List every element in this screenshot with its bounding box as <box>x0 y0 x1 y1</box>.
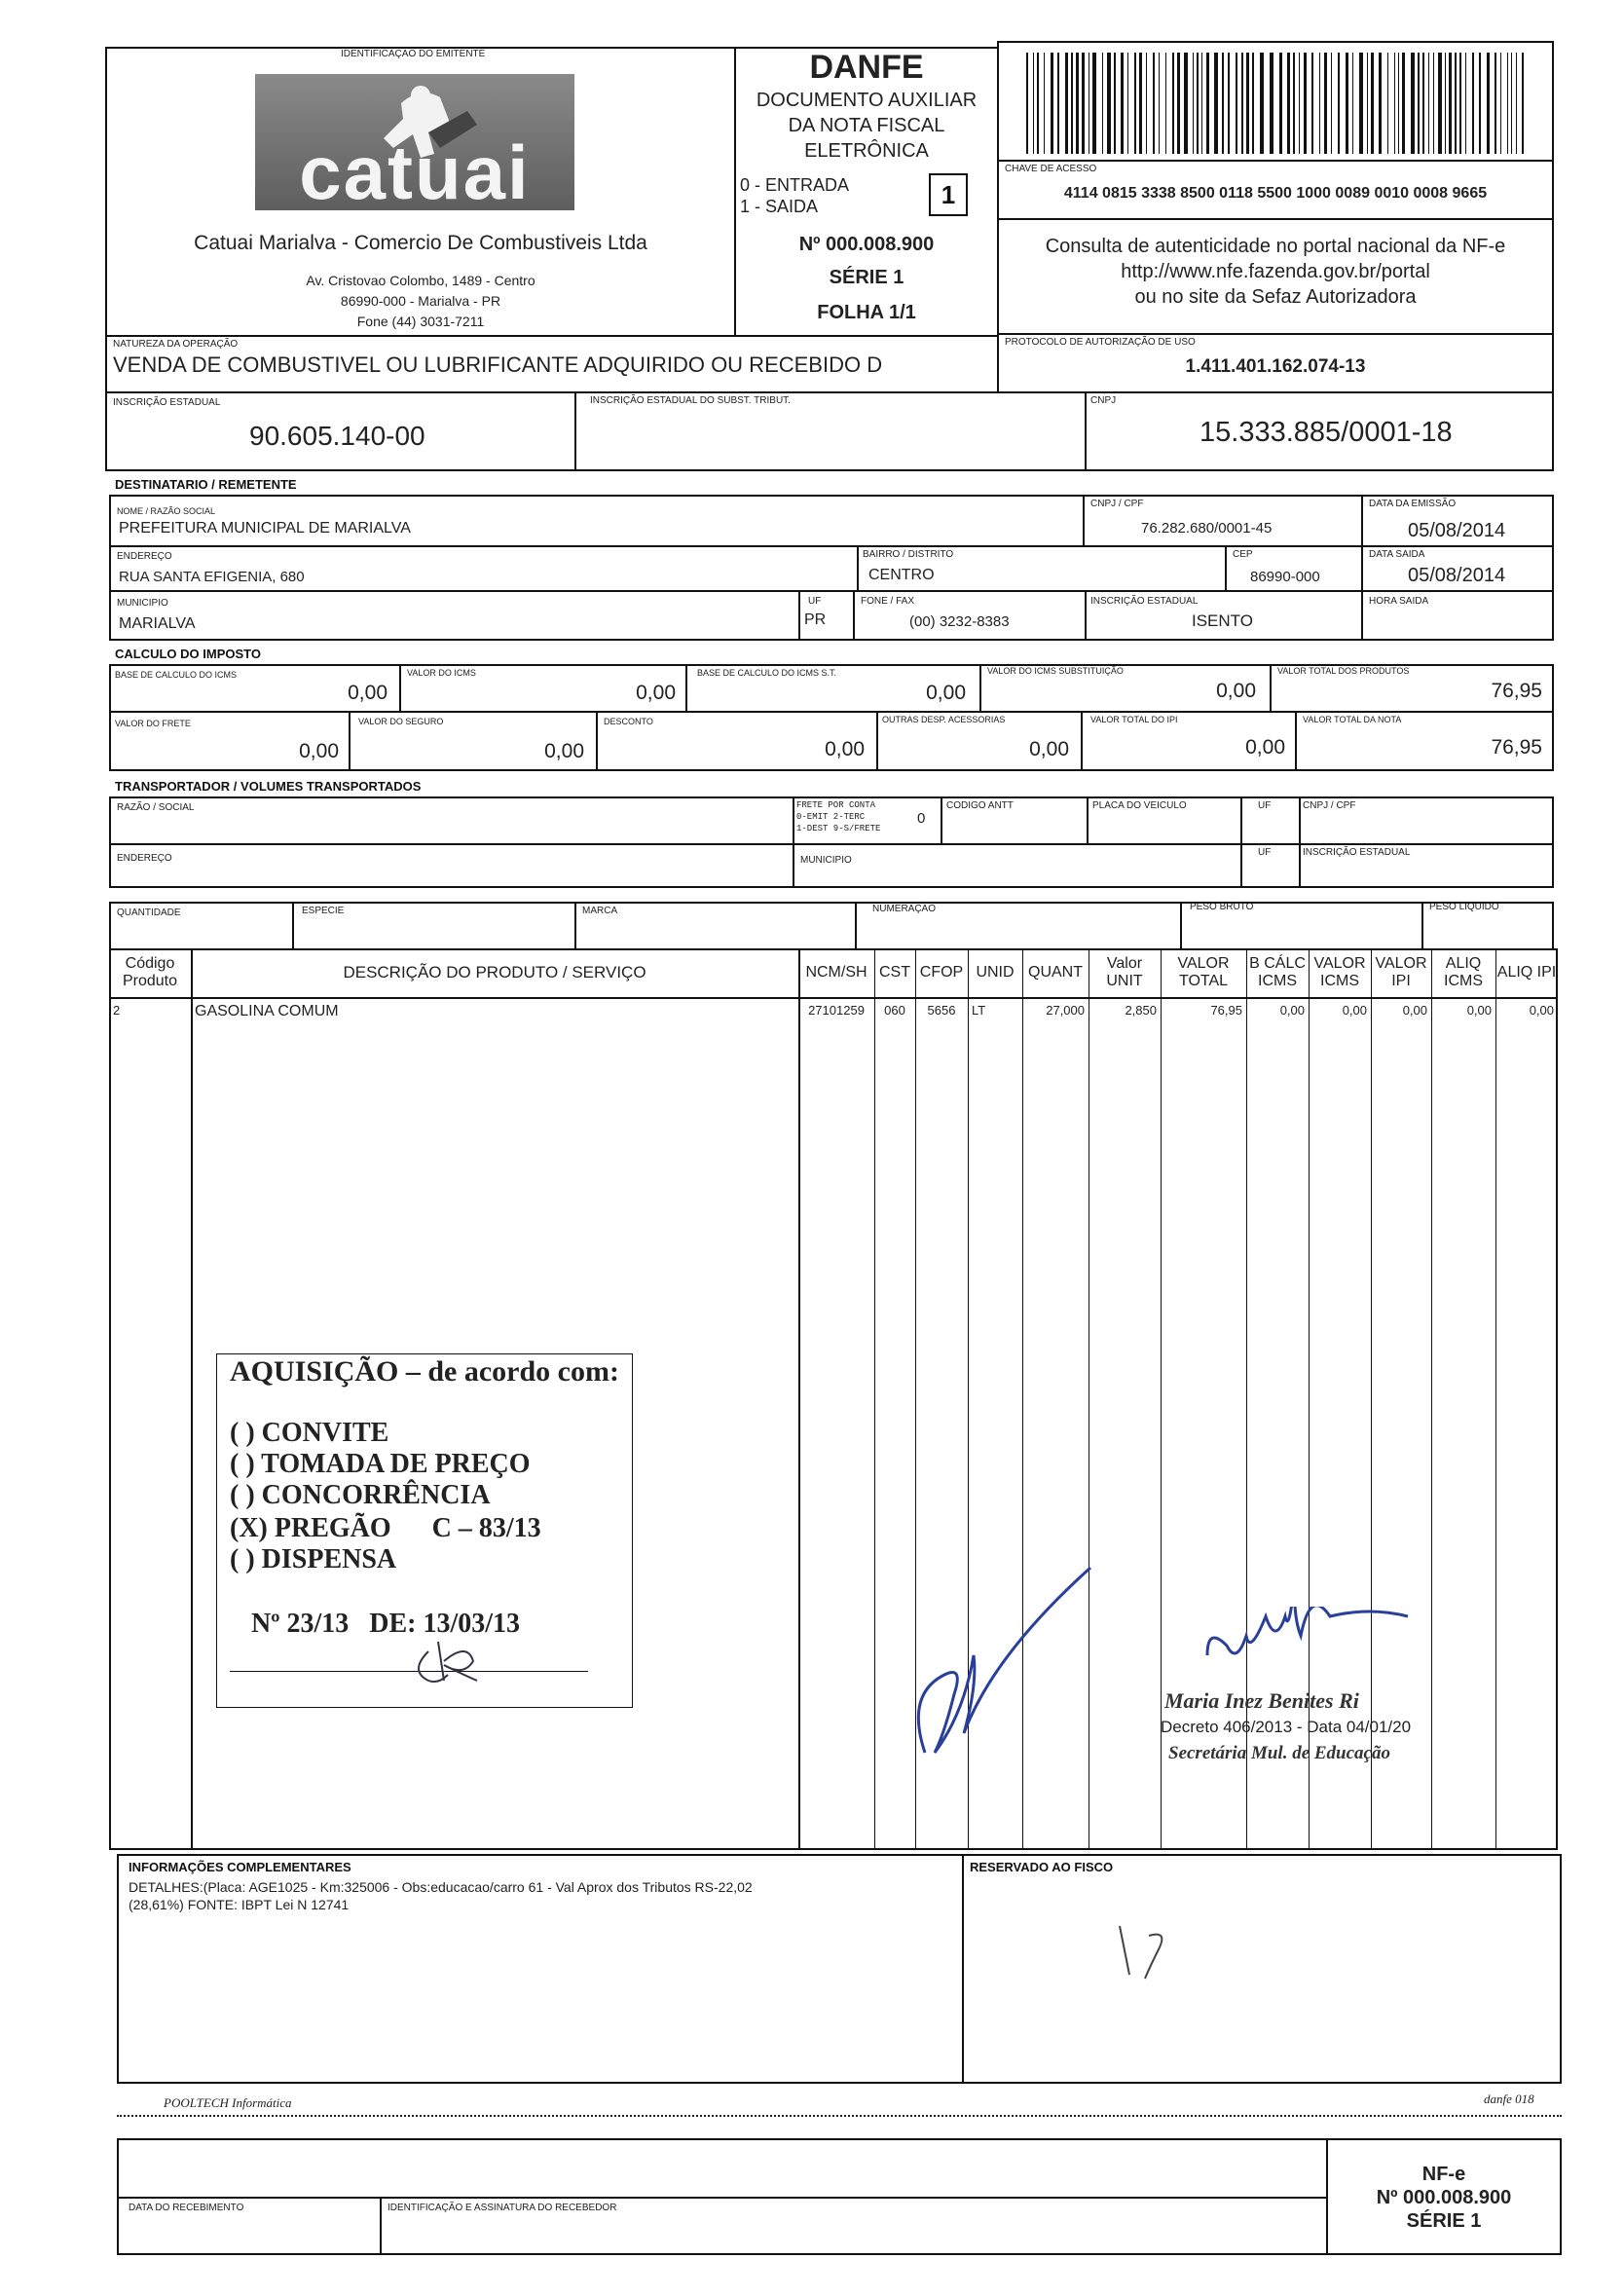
divider <box>596 711 598 771</box>
transport-address-label: ENDEREÇO <box>117 853 172 864</box>
divider <box>109 843 1554 845</box>
receipt-date-label: DATA DO RECEBIMENTO <box>129 2203 244 2213</box>
divider <box>793 796 794 888</box>
consult-line-3: ou no site da Sefaz Autorizadora <box>1134 286 1417 308</box>
tax-label-total-products: VALOR TOTAL DOS PRODUTOS <box>1277 666 1410 676</box>
barcode-bar <box>1522 53 1524 154</box>
barcode-bar <box>1411 53 1415 154</box>
exit-date: 05/08/2014 <box>1408 565 1506 586</box>
danfe-number: Nº 000.008.900 <box>798 234 935 255</box>
emitter-section-label: IDENTIFICAÇÃO DO EMITENTE <box>341 49 486 59</box>
products-header-ncm: NCM/SH <box>805 964 867 981</box>
cep-label: CEP <box>1233 549 1253 560</box>
danfe-type-box: 1 <box>929 173 968 216</box>
barcode-bar <box>1428 53 1429 154</box>
products-cell-ipi: 0,00 <box>1402 1003 1427 1018</box>
dotted-cut-line <box>117 2115 1562 2117</box>
products-header-ipi: VALOR IPI <box>1375 955 1427 989</box>
barcode-bar <box>1433 53 1434 154</box>
products-cell-aliq-icms: 0,00 <box>1466 1003 1492 1018</box>
barcode-bar <box>1387 53 1388 154</box>
access-key: 4114 0815 3338 8500 0118 5500 1000 0089 0010 0008 9665 <box>1063 185 1488 202</box>
products-cell-total: 76,95 <box>1210 1003 1242 1018</box>
barcode-bar <box>1121 53 1124 154</box>
products-cell-ncm: 27101259 <box>808 1003 865 1018</box>
divider <box>685 664 687 711</box>
fisco-handwriting <box>1110 1916 1178 1984</box>
products-cell-unit: 2,850 <box>1125 1003 1157 1018</box>
barcode-bar <box>1146 53 1147 154</box>
divider <box>855 902 857 950</box>
barcode-bar <box>1459 53 1461 154</box>
barcode-bar <box>1319 53 1320 154</box>
official-signature <box>1188 1607 1421 1685</box>
barcode-bar <box>1398 53 1399 154</box>
frete-label-2: 0-EMIT 2-TERC <box>796 812 866 822</box>
tax-value-outras: 0,00 <box>1029 738 1069 760</box>
stamp-initials-signature <box>399 1632 506 1690</box>
tax-label-frete: VALOR DO FRETE <box>115 719 191 728</box>
logo-text: catuai <box>299 130 531 215</box>
barcode-bar <box>1241 53 1243 154</box>
divider <box>1240 796 1242 888</box>
tax-label-outras: OUTRAS DESP. ACESSORIAS <box>882 715 1006 724</box>
products-column-divider <box>1246 948 1247 1850</box>
uf-label: UF <box>808 596 822 607</box>
barcode-bar <box>1511 53 1512 154</box>
products-column-divider <box>191 948 193 1850</box>
barcode-bar <box>1051 53 1053 154</box>
barcode-bar <box>1279 53 1282 154</box>
barcode-bar <box>1159 53 1160 154</box>
barcode-bar <box>1311 53 1313 154</box>
recipient-name: PREFEITURA MUNICIPAL DE MARIALVA <box>119 520 411 537</box>
barcode-bar <box>1177 53 1180 154</box>
consult-line-2: http://www.nfe.fazenda.gov.br/portal <box>1121 261 1430 282</box>
barcode-bar <box>1455 53 1457 154</box>
acquisition-item-pregao: (X) PREGÃO C – 83/13 <box>230 1513 541 1543</box>
barcode-bar <box>1449 53 1452 154</box>
barcode-bar <box>1516 53 1517 154</box>
danfe-serie: SÉRIE 1 <box>829 267 904 288</box>
divider <box>876 711 878 771</box>
divider <box>109 711 1554 713</box>
company-address-2: 86990-000 - Marialva - PR <box>340 293 501 309</box>
access-key-label: CHAVE DE ACESSO <box>1005 164 1097 174</box>
divider <box>1421 902 1423 950</box>
barcode-bar <box>1071 53 1073 154</box>
barcode-bar <box>1287 53 1290 154</box>
barcode-bar <box>1206 53 1209 154</box>
antt-label: CODIGO ANTT <box>946 800 1014 811</box>
exit-date-label: DATA SAIDA <box>1369 549 1425 560</box>
ie-st-label: INSCRIÇÃO ESTADUAL DO SUBST. TRIBUT. <box>590 395 791 406</box>
recipient-ie: ISENTO <box>1192 611 1253 630</box>
products-header-total: VALOR TOTAL <box>1177 955 1230 989</box>
tax-value-total-nota: 76,95 <box>1491 736 1542 759</box>
barcode-bar <box>1487 53 1490 154</box>
divider <box>979 664 981 711</box>
barcode-bar <box>1260 53 1264 154</box>
transport-section: TRANSPORTADOR / VOLUMES TRANSPORTADOS <box>115 779 422 794</box>
company-phone: Fone (44) 3031-7211 <box>356 314 485 329</box>
additional-label: INFORMAÇÕES COMPLEMENTARES <box>129 1860 351 1874</box>
barcode-bar <box>1092 53 1096 154</box>
products-header-code: Código Produto <box>122 955 178 989</box>
nature-value: VENDA DE COMBUSTIVEL OU LUBRIFICANTE ADQUIRIDO OU RECEBIDO D <box>113 352 883 377</box>
barcode-bar <box>1367 53 1368 154</box>
barcode-bar <box>1299 53 1300 154</box>
recipient-name-label: NOME / RAZÃO SOCIAL <box>117 506 216 516</box>
barcode-bar <box>1134 53 1136 154</box>
barcode-bar <box>1379 53 1382 154</box>
official-stamp-line-2: Decreto 406/2013 - Data 04/01/20 <box>1161 1718 1412 1736</box>
recipient-box <box>109 495 1554 641</box>
acquisition-number: Nº 23/13 DE: 13/03/13 <box>251 1609 521 1639</box>
products-header-cst: CST <box>879 964 910 981</box>
divider <box>962 1854 964 2084</box>
divider <box>292 902 294 950</box>
footer-nfe-number: Nº 000.008.900 <box>1376 2187 1512 2208</box>
cnpj-value: 15.333.885/0001-18 <box>1200 417 1453 448</box>
divider <box>109 997 1558 999</box>
recipient-address-label: ENDEREÇO <box>117 551 172 562</box>
tax-value-icms-subst: 0,00 <box>1216 680 1256 702</box>
barcode-bar <box>1465 53 1466 154</box>
ie-label: INSCRIÇÃO ESTADUAL <box>113 397 221 408</box>
phone-value: (00) 3232-8383 <box>909 613 1010 630</box>
barcode-bar <box>1184 53 1188 154</box>
receiver-signature-label: IDENTIFICAÇÃO E ASSINATURA DO RECEBEDOR <box>388 2203 617 2213</box>
uf-value: PR <box>804 611 827 628</box>
acquisition-title: AQUISIÇÃO – de acordo com: <box>230 1355 619 1388</box>
acquisition-item-convite: ( ) CONVITE <box>230 1418 389 1448</box>
recipient-address: RUA SANTA EFIGENIA, 680 <box>119 569 305 585</box>
products-cell-bcalc: 0,00 <box>1279 1003 1305 1018</box>
barcode-bar <box>1472 53 1474 154</box>
divider <box>1295 711 1297 771</box>
barcode-bar <box>1076 53 1079 154</box>
consult-line-1: Consulta de autenticidade no portal nacional da NF-e <box>1045 236 1506 257</box>
products-header-description: DESCRIÇÃO DO PRODUTO / SERVIÇO <box>343 963 646 981</box>
products-cell-quant: 27,000 <box>1046 1003 1085 1018</box>
barcode-bar <box>1422 53 1424 154</box>
frete-value: 0 <box>917 810 926 827</box>
barcode-bar <box>1438 53 1442 154</box>
transport-cnpj-label: CNPJ / CPF <box>1303 800 1356 811</box>
tax-value-icms: 0,00 <box>636 682 676 704</box>
fisco-label: RESERVADO AO FISCO <box>970 1860 1114 1874</box>
additional-text-2: (28,61%) FONTE: IBPT Lei N 12741 <box>129 1897 350 1912</box>
barcode-bar <box>1082 53 1085 154</box>
city-value: MARIALVA <box>119 615 196 632</box>
products-column-divider <box>1309 948 1310 1850</box>
recipient-section: DESTINATARIO / REMETENTE <box>115 477 297 492</box>
barcode-bar <box>1114 53 1116 154</box>
footer-nfe: NF-e <box>1421 2164 1466 2185</box>
products-cell-code: 2 <box>113 1003 121 1018</box>
divider <box>1180 902 1182 950</box>
danfe-subtitle-2: DA NOTA FISCAL <box>788 115 945 136</box>
tax-label-seguro: VALOR DO SEGURO <box>358 717 444 726</box>
cnpj-label: CNPJ <box>1090 395 1117 406</box>
divider <box>1085 391 1087 471</box>
acquisition-item-tomada: ( ) TOMADA DE PREÇO <box>230 1449 531 1479</box>
barcode <box>1026 53 1525 154</box>
products-header-unit: Valor UNIT <box>1106 955 1143 989</box>
tax-label-base-icms-st: BASE DE CALCULO DO ICMS S.T. <box>697 668 837 678</box>
divider <box>399 664 401 711</box>
tax-section: CALCULO DO IMPOSTO <box>115 647 261 661</box>
barcode-bar <box>1037 53 1039 154</box>
barcode-bar <box>1252 53 1254 154</box>
barcode-bar <box>1418 53 1420 154</box>
liquido-label: PESO LIQUIDO <box>1429 902 1499 912</box>
divider <box>109 590 1554 592</box>
qty-label: QUANTIDADE <box>117 907 181 918</box>
official-stamp-line-1: Maria Inez Benites Ri <box>1164 1688 1359 1713</box>
barcode-bar <box>1228 53 1230 154</box>
products-column-divider <box>874 948 875 1850</box>
divider <box>1087 796 1089 843</box>
products-cell-aliq-ipi: 0,00 <box>1529 1003 1554 1018</box>
frete-label-3: 1-DEST 9-S/FRETE <box>796 824 881 833</box>
barcode-bar <box>1236 53 1237 154</box>
barcode-bar <box>1057 53 1059 154</box>
acquisition-item-concorrencia: ( ) CONCORRÊNCIA <box>230 1480 491 1510</box>
tax-label-ipi: VALOR TOTAL DO IPI <box>1090 715 1178 724</box>
barcode-bar <box>1500 53 1501 154</box>
products-column-divider <box>798 948 800 1850</box>
barcode-bar <box>1293 53 1295 154</box>
barcode-bar <box>1495 53 1496 154</box>
district-value: CENTRO <box>868 567 935 583</box>
barcode-bar <box>1033 53 1034 154</box>
products-cell-cfop: 5656 <box>927 1003 956 1018</box>
barcode-bar <box>1044 53 1045 154</box>
products-column-divider <box>1495 948 1496 1850</box>
tax-value-desconto: 0,00 <box>825 738 865 760</box>
divider <box>857 545 859 590</box>
danfe-folha: FOLHA 1/1 <box>817 302 916 323</box>
district-label: BAIRRO / DISTRITO <box>863 549 954 560</box>
transport-razao-label: RAZÃO / SOCIAL <box>117 802 195 813</box>
barcode-bar <box>1402 53 1405 154</box>
barcode-bar <box>1201 53 1202 154</box>
tax-value-ipi: 0,00 <box>1245 736 1285 759</box>
protocol-label: PROTOCOLO DE AUTORIZAÇÃO DE USO <box>1005 337 1196 348</box>
products-header-aliq-ipi: ALIQ IPI <box>1496 964 1557 981</box>
tax-label-base-icms: BASE DE CALCULO DO ICMS <box>115 670 238 680</box>
divider <box>1361 495 1363 641</box>
barcode-bar <box>1331 53 1332 154</box>
acquisition-item-dispensa: ( ) DISPENSA <box>230 1544 397 1574</box>
tax-label-icms-subst: VALOR DO ICMS SUBSTITUIÇÃO <box>987 666 1124 676</box>
tax-label-icms: VALOR DO ICMS <box>407 668 476 678</box>
products-cell-cst: 060 <box>884 1003 905 1018</box>
barcode-bar <box>1026 53 1028 154</box>
tax-label-total-nota: VALOR TOTAL DA NOTA <box>1303 715 1402 724</box>
tax-value-base-icms-st: 0,00 <box>926 682 966 704</box>
divider <box>1085 590 1087 641</box>
divider <box>1270 664 1272 711</box>
placa-label: PLACA DO VEICULO <box>1092 800 1187 811</box>
products-header-cfop: CFOP <box>919 964 964 981</box>
transport-city-label: MUNICIPIO <box>800 855 852 866</box>
barcode-bar <box>1338 53 1340 154</box>
barcode-bar <box>1352 53 1353 154</box>
company-address-1: Av. Cristovao Colombo, 1489 - Centro <box>306 273 535 288</box>
products-column-divider <box>1371 948 1372 1850</box>
additional-text-1: DETALHES:(Placa: AGE1025 - Km:325006 - Obs:educacao/carro 61 - Val Aprox dos Tributos RS-22,02 <box>129 1879 753 1895</box>
divider <box>1225 545 1227 590</box>
barcode-bar <box>1165 53 1166 154</box>
barcode-bar <box>1107 53 1111 154</box>
divider <box>997 160 1554 162</box>
products-header-bcalc: B CÁLC ICMS <box>1249 955 1306 989</box>
divider <box>574 902 576 950</box>
divider <box>1299 796 1301 888</box>
tax-value-base-icms: 0,00 <box>348 682 388 704</box>
barcode-bar <box>1394 53 1395 154</box>
products-cell-description: GASOLINA COMUM <box>195 1003 339 1019</box>
emission-date: 05/08/2014 <box>1408 520 1506 541</box>
danfe-saida: 1 - SAIDA <box>740 197 819 216</box>
divider <box>109 545 1554 547</box>
bruto-label: PESO BRUTO <box>1190 902 1254 912</box>
blue-signature <box>905 1538 1100 1772</box>
barcode-bar <box>1193 53 1194 154</box>
divider <box>380 2197 382 2255</box>
cep-value: 86990-000 <box>1250 569 1320 585</box>
phone-label: FONE / FAX <box>861 596 915 607</box>
divider <box>1081 711 1083 771</box>
transport-uf-label: UF <box>1258 800 1272 811</box>
barcode-bar <box>1507 53 1508 154</box>
frete-label-1: FRETE POR CONTA <box>796 800 876 810</box>
products-cell-unid: LT <box>972 1003 986 1018</box>
barcode-bar <box>1153 53 1155 154</box>
hour-label: HORA SAIDA <box>1369 596 1429 607</box>
barcode-bar <box>1359 53 1363 154</box>
company-name: Catuai Marialva - Comercio De Combustiveis Ltda <box>194 232 647 254</box>
company-logo <box>255 74 574 215</box>
vendor-name: POOLTECH Informática <box>164 2095 292 2110</box>
recipient-ie-label: INSCRIÇÃO ESTADUAL <box>1090 596 1199 607</box>
barcode-bar <box>1346 53 1348 154</box>
barcode-bar <box>1445 53 1446 154</box>
barcode-bar <box>1172 53 1174 154</box>
nature-label: NATUREZA DA OPERAÇÃO <box>113 339 239 350</box>
tax-value-frete: 0,00 <box>299 740 339 762</box>
city-label: MUNICIPIO <box>117 598 168 609</box>
products-header-aliq-icms: ALIQ ICMS <box>1444 955 1483 989</box>
barcode-bar <box>1102 53 1103 154</box>
marca-label: MARCA <box>582 906 618 916</box>
tax-value-seguro: 0,00 <box>544 740 584 762</box>
barcode-bar <box>1304 53 1307 154</box>
divider <box>574 391 576 471</box>
barcode-bar <box>1246 53 1249 154</box>
barcode-bar <box>1479 53 1481 154</box>
divider <box>117 2197 1328 2199</box>
especie-label: ESPECIE <box>302 906 345 916</box>
products-header-icms: VALOR ICMS <box>1313 955 1366 989</box>
barcode-bar <box>1371 53 1374 154</box>
recipient-cnpj-label: CNPJ / CPF <box>1090 499 1144 509</box>
products-column-divider <box>1161 948 1162 1850</box>
products-column-divider <box>1431 948 1432 1850</box>
emission-label: DATA DA EMISSÃO <box>1369 499 1457 509</box>
products-header-unid: UNID <box>976 964 1015 981</box>
products-cell-icms: 0,00 <box>1342 1003 1367 1018</box>
barcode-bar <box>1139 53 1142 154</box>
danfe-subtitle-3: ELETRÔNICA <box>804 140 929 162</box>
recipient-cnpj: 76.282.680/0001-45 <box>1141 520 1273 537</box>
barcode-bar <box>1270 53 1273 154</box>
numeracao-label: NUMERAÇÃO <box>872 904 937 914</box>
danfe-title: DANFE <box>809 49 924 86</box>
tax-label-desconto: DESCONTO <box>604 717 653 726</box>
divider <box>853 590 855 641</box>
barcode-bar <box>1197 53 1199 154</box>
barcode-bar <box>1222 53 1224 154</box>
danfe-subtitle-1: DOCUMENTO AUXILIAR <box>756 90 978 111</box>
divider <box>997 218 1554 220</box>
barcode-bar <box>1065 53 1068 154</box>
divider <box>349 711 351 771</box>
divider <box>1083 495 1085 545</box>
divider <box>941 796 942 843</box>
ie-value: 90.605.140-00 <box>249 421 425 451</box>
danfe-code: danfe 018 <box>1484 2092 1534 2106</box>
divider <box>798 590 800 641</box>
transport-uf2-label: UF <box>1258 847 1272 858</box>
danfe-entrada: 0 - ENTRADA <box>740 175 850 195</box>
official-stamp-line-3: Secretária Mul. de Educação <box>1168 1743 1390 1763</box>
footer-nfe-serie: SÉRIE 1 <box>1406 2210 1482 2232</box>
barcode-bar <box>1214 53 1218 154</box>
divider <box>997 333 1554 335</box>
tax-value-total-products: 76,95 <box>1491 680 1542 702</box>
barcode-bar <box>1127 53 1128 154</box>
protocol-value: 1.411.401.162.074-13 <box>1185 356 1366 377</box>
barcode-bar <box>1324 53 1327 154</box>
transport-ie-label: INSCRIÇÃO ESTADUAL <box>1303 847 1411 858</box>
products-header-quant: QUANT <box>1028 964 1083 981</box>
